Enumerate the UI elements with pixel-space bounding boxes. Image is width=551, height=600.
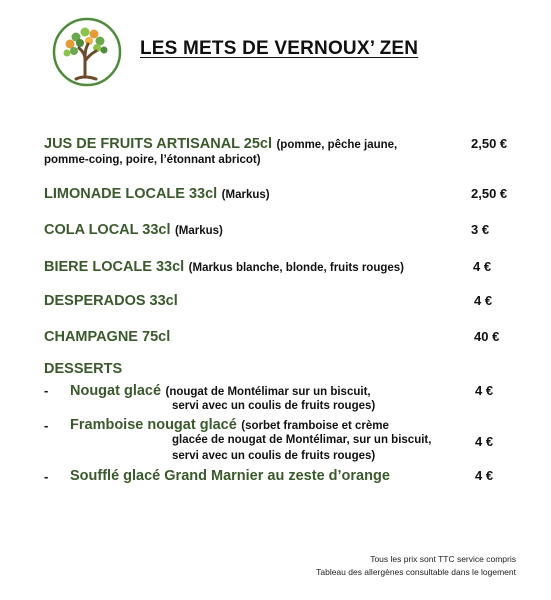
item-desc: (nougat de Montélimar sur un biscuit, bbox=[165, 386, 371, 398]
item-desc-line2: glacée de nougat de Montélimar, sur un biscuit, bbox=[172, 434, 432, 446]
page-title: LES METS DE VERNOUX’ ZEN bbox=[140, 38, 419, 59]
item-desc: (Markus) bbox=[221, 189, 270, 201]
tree-icon bbox=[52, 17, 122, 87]
bullet-dash: - bbox=[44, 383, 49, 398]
item-price: 4 € bbox=[474, 293, 493, 308]
item-price: 40 € bbox=[474, 329, 500, 344]
item-desc-line2: servi avec un coulis de fruits rouges) bbox=[172, 400, 376, 412]
footer-notes bbox=[316, 553, 516, 579]
item-price: 4 € bbox=[475, 468, 494, 483]
item-name: DESPERADOS 33cl bbox=[44, 293, 178, 309]
bullet-dash: - bbox=[44, 469, 49, 484]
item-price: 2,50 € bbox=[471, 136, 508, 151]
footer-line-allergens: Tableau des allergènes consultable dans le logement bbox=[316, 567, 516, 577]
item-desc: (Markus blanche, blonde, fruits rouges) bbox=[188, 262, 404, 274]
item-name: Nougat glacé bbox=[70, 383, 162, 399]
item-name: LIMONADE LOCALE 33cl bbox=[44, 186, 218, 202]
item-price: 4 € bbox=[473, 259, 492, 274]
item-desc-line3: servi avec un coulis de fruits rouges) bbox=[172, 450, 376, 462]
item-desc-line2: pomme-coing, poire, l’étonnant abricot) bbox=[44, 154, 261, 166]
desserts-heading: DESSERTS bbox=[44, 361, 123, 377]
footer-line-prices: Tous les prix sont TTC service compris bbox=[370, 554, 516, 564]
item-desc: (sorbet framboise et crème bbox=[241, 420, 389, 432]
item-name: COLA LOCAL 33cl bbox=[44, 222, 171, 238]
item-price: 2,50 € bbox=[471, 186, 508, 201]
item-name: BIERE LOCALE 33cl bbox=[44, 259, 185, 275]
item-price: 4 € bbox=[475, 383, 494, 398]
item-name: Soufflé glacé Grand Marnier au zeste d’orange bbox=[70, 468, 390, 484]
item-name: JUS DE FRUITS ARTISANAL 25cl bbox=[44, 136, 273, 152]
bullet-dash: - bbox=[44, 418, 49, 433]
item-price: 3 € bbox=[471, 222, 490, 237]
item-name: CHAMPAGNE 75cl bbox=[44, 329, 171, 345]
item-desc: (pomme, pêche jaune, bbox=[276, 139, 398, 151]
item-desc: (Markus) bbox=[174, 225, 223, 237]
item-name: Framboise nougat glacé bbox=[70, 417, 237, 433]
tree-logo bbox=[52, 17, 122, 87]
item-price: 4 € bbox=[475, 434, 494, 449]
